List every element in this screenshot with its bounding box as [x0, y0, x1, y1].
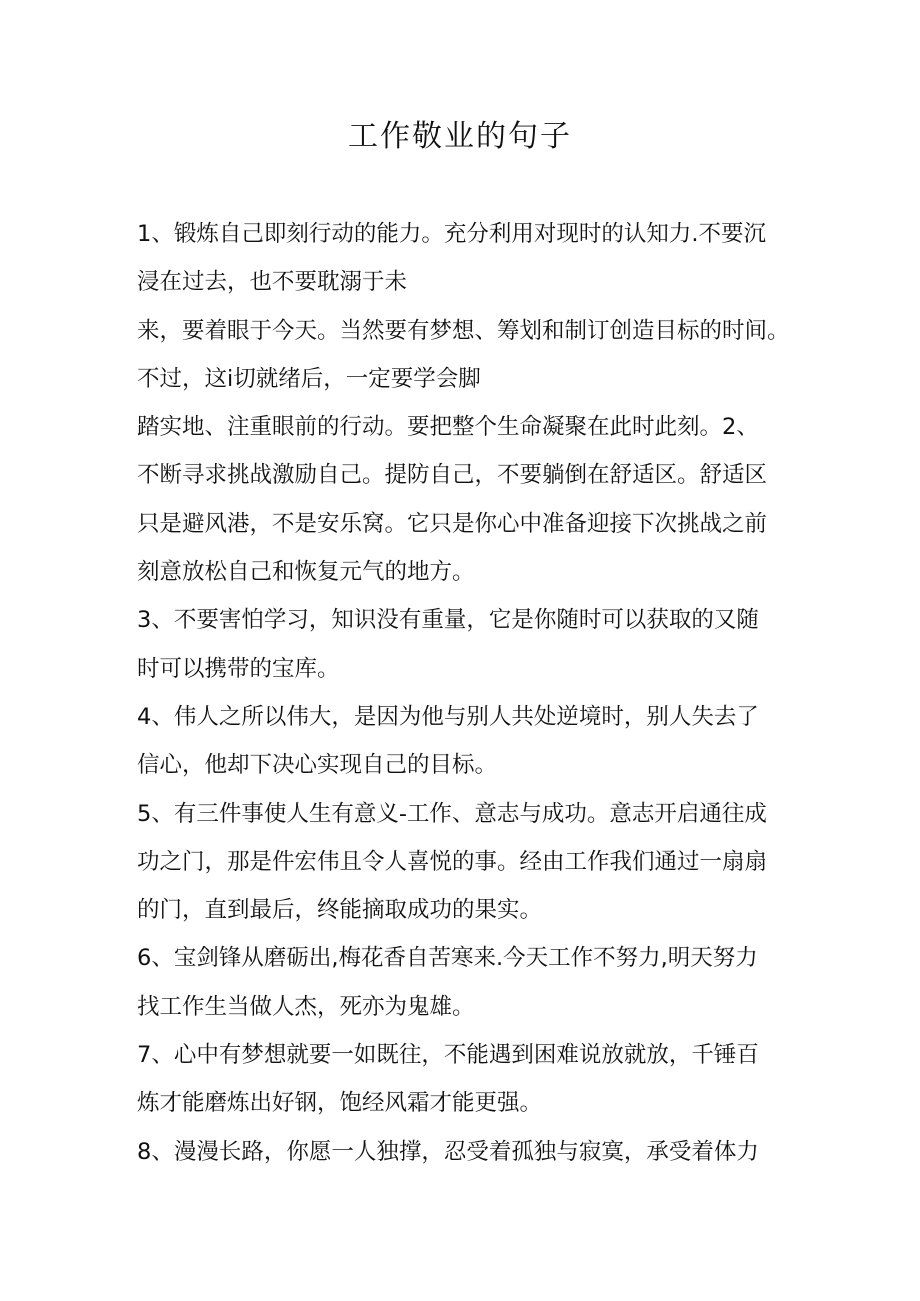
- document-title: 工作敬业的句子: [348, 119, 572, 154]
- text-line: 信心，他却下决心实现自己的目标。: [137, 752, 498, 779]
- text-line: 的门，直到最后，终能摘取成功的果实。: [137, 897, 543, 924]
- text-line: 不过，这i切就绪后，一定要学会脚: [137, 365, 481, 392]
- text-line: 找工作生当做人杰，死亦为鬼雄。: [137, 993, 475, 1020]
- text-line: 刻意放松自己和恢复元气的地方。: [137, 559, 475, 586]
- text-line: 踏实地、注重眼前的行动。要把整个生命凝聚在此时此刻。2、: [137, 414, 759, 441]
- text-line: 7、心中有梦想就要一如既往，不能遇到困难说放就放，千锤百: [137, 1042, 759, 1069]
- text-line: 6、宝剑锋从磨砺出,梅花香自苦寒来.今天工作不努力,明天努力: [137, 945, 758, 972]
- text-line: 1、锻炼自己即刻行动的能力。充分利用对现时的认知力.不要沉: [137, 221, 766, 247]
- text-line: 炼才能磨炼出好钢，饱经风霜才能更强。: [137, 1090, 543, 1117]
- text-line: 只是避风港，不是安乐窝。它只是你心中准备迎接下次挑战之前: [137, 510, 768, 537]
- text-line: 不断寻求挑战激励自己。提防自己，不要躺倒在舒适区。舒适区: [137, 462, 768, 489]
- text-line: 来，要着眼于今天。当然要有梦想、筹划和制订创造目标的时间。: [137, 317, 790, 344]
- text-line: 5、有三件事使人生有意义-工作、意志与成功。意志开启通往成: [137, 800, 767, 827]
- text-line: 功之门，那是件宏伟且令人喜悦的事。经由工作我们通过一扇扇: [137, 848, 768, 875]
- text-line: 4、伟人之所以伟大，是因为他与别人共处逆境时，别人失去了: [137, 703, 759, 730]
- text-line: 8、漫漫长路，你愿一人独撑，忍受着孤独与寂寞，承受着体力: [137, 1138, 759, 1165]
- text-line: 3、不要害怕学习，知识没有重量，它是你随时可以获取的又随: [137, 607, 759, 634]
- text-line: 时可以携带的宝库。: [137, 655, 340, 682]
- document-body: [137, 210, 790, 1176]
- text-line: 浸在过去，也不要耽溺于未: [137, 269, 408, 296]
